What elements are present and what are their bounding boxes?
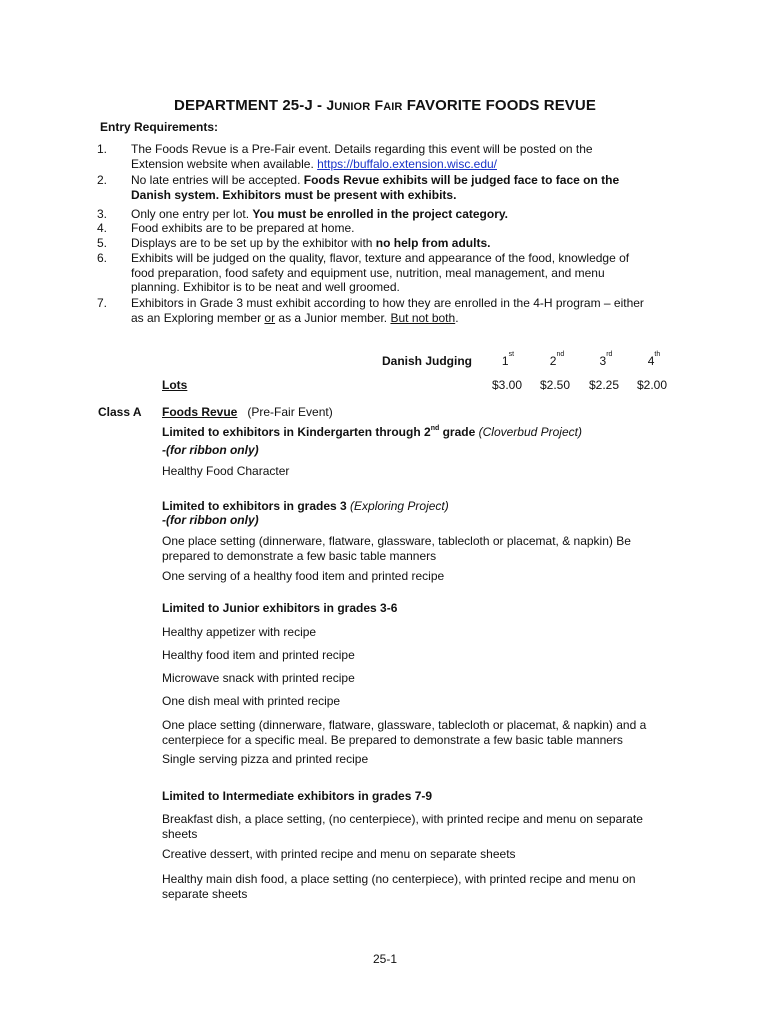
req-number: 3. (97, 207, 108, 221)
requirement-2-text: No late entries will be accepted. (131, 173, 304, 187)
place-number: 4 (647, 354, 655, 368)
req-number: 2. (97, 173, 108, 187)
lot-item (162, 534, 682, 563)
requirement-2 (131, 173, 691, 202)
lot-item-line1: Breakfast dish, a place setting, (no centerpiece), with printed recipe and menu on separate (162, 812, 643, 826)
requirement-1-line1: The Foods Revue is a Pre-Fair event. Details regarding this event will be posted on the (131, 142, 593, 156)
requirement-6 (131, 251, 691, 295)
class-title (162, 405, 682, 420)
requirement-6-line2: food preparation, food safety and equipment use, nutrition, meal management, and menu (131, 265, 605, 280)
danish-judging-label: Danish Judging (382, 354, 472, 368)
lots-label: Lots (162, 378, 188, 392)
requirement-6-line3: planning. Exhibitor is to be neat and well groomed. (131, 280, 400, 294)
lot-item-line2: sheets (162, 826, 198, 841)
grade3-heading-text: Limited to exhibitors in grades 3 (162, 499, 351, 513)
lot-item: Creative dessert, with printed recipe and menu on separate sheets (162, 847, 516, 861)
requirement-7 (131, 296, 691, 325)
requirement-4: Food exhibits are to be prepared at home. (131, 221, 355, 235)
grade3-heading-project: (Exploring Project) (350, 499, 449, 513)
lot-item: One dish meal with printed recipe (162, 694, 341, 708)
kindergarten-heading-project: (Cloverbud Project) (478, 425, 582, 439)
lot-item: Healthy food item and printed recipe (162, 648, 355, 662)
requirement-5-bold: no help from adults. (375, 236, 491, 250)
requirement-2-bold-line2: Danish system. Exhibitors must be present with exhibits. (131, 187, 457, 202)
junior-heading: Limited to Junior exhibitors in grades 3-6 (162, 601, 398, 615)
requirement-7-text: as an Exploring member (131, 310, 265, 325)
lot-item-line2: separate sheets (162, 886, 248, 901)
lot-item (162, 872, 682, 901)
title-f: F (374, 97, 384, 113)
lot-item: One serving of a healthy food item and printed recipe (162, 569, 445, 583)
price-2nd: $2.50 (539, 378, 571, 392)
lot-item-line1: One place setting (dinnerware, flatware, glassware, tablecloth or placemat, & napkin) and a (162, 718, 647, 732)
lot-item-line1: Healthy main dish food, a place setting (no centerpiece), with printed recipe and menu on (162, 872, 636, 886)
place-number: 2 (549, 354, 557, 368)
price-1st: $3.00 (491, 378, 523, 392)
grade3-ribbon-note: -(for ribbon only) (162, 513, 259, 527)
requirement-1 (131, 142, 691, 171)
place-suffix: rd (606, 351, 613, 358)
requirement-6-line1: Exhibits will be judged on the quality, flavor, texture and appearance of the food, knowledge of (131, 251, 630, 265)
page-number: 25-1 (372, 952, 398, 966)
class-label: Class A (98, 405, 142, 419)
requirement-3 (131, 207, 691, 222)
lot-item: Microwave snack with printed recipe (162, 671, 355, 685)
requirement-3-bold: You must be enrolled in the project category. (252, 207, 509, 221)
lot-item-line2: prepared to demonstrate a few basic table manners (162, 548, 437, 563)
kindergarten-heading-text: Limited to exhibitors in Kindergarten through 2 (162, 425, 431, 439)
requirement-7-text-b: as a Junior member. (275, 310, 391, 325)
intermediate-heading: Limited to Intermediate exhibitors in grades 7-9 (162, 789, 433, 803)
requirement-7-line1: Exhibitors in Grade 3 must exhibit according to how they are enrolled in the 4-H program – either (131, 296, 644, 310)
title-suffix: FAVORITE FOODS REVUE (402, 97, 596, 114)
class-name: Foods Revue (162, 405, 238, 419)
lot-item: Healthy Food Character (162, 464, 290, 478)
requirement-7-underline-or: or (264, 310, 276, 325)
place-suffix: st (508, 351, 515, 358)
title-air: AIR (383, 101, 403, 113)
req-number: 1. (97, 142, 108, 156)
lot-item: Healthy appetizer with recipe (162, 625, 317, 639)
entry-requirements-heading: Entry Requirements: (100, 120, 219, 134)
req-number: 5. (97, 236, 108, 250)
price-3rd: $2.25 (588, 378, 620, 392)
place-4th (632, 351, 676, 368)
req-number: 6. (97, 251, 108, 265)
title-unior: UNIOR (334, 101, 371, 113)
requirement-3-text: Only one entry per lot. (131, 207, 253, 221)
lot-item (162, 718, 682, 747)
price-4th: $2.00 (636, 378, 668, 392)
lot-item (162, 812, 682, 841)
requirement-7-underline-not-both: But not both (390, 310, 456, 325)
place-number: 3 (599, 354, 607, 368)
kindergarten-heading-sup: nd (430, 425, 440, 432)
lot-item-line1: One place setting (dinnerware, flatware, glassware, tablecloth or placemat, & napkin) Be (162, 534, 631, 548)
req-number: 7. (97, 296, 108, 310)
title-j: J (326, 97, 335, 113)
place-1st (486, 351, 530, 368)
kindergarten-ribbon-note: -(for ribbon only) (162, 443, 259, 457)
place-number: 1 (501, 354, 509, 368)
title-prefix: DEPARTMENT 25-J - (174, 97, 327, 114)
requirement-1-line2: Extension website when available. (131, 156, 318, 171)
grade3-heading (162, 499, 682, 514)
kindergarten-heading-grade: grade (439, 425, 479, 439)
place-3rd (584, 351, 628, 368)
extension-website-link[interactable]: https://buffalo.extension.wisc.edu/ (317, 156, 498, 171)
req-number: 4. (97, 221, 108, 235)
place-suffix: nd (556, 351, 565, 358)
lot-item: Single serving pizza and printed recipe (162, 752, 369, 766)
class-note: (Pre-Fair Event) (237, 405, 333, 419)
requirement-2-bold: Foods Revue exhibits will be judged face to face on the (303, 173, 620, 187)
place-2nd (535, 351, 579, 368)
place-suffix: th (654, 351, 661, 358)
requirement-5 (131, 236, 691, 251)
requirement-7-period: . (455, 310, 459, 325)
kindergarten-heading (162, 425, 682, 440)
page-title (0, 97, 770, 114)
requirement-5-text: Displays are to be set up by the exhibitor with (131, 236, 376, 250)
lot-item-line2: centerpiece for a specific meal. Be prepared to demonstrate a few basic table manners (162, 732, 623, 747)
